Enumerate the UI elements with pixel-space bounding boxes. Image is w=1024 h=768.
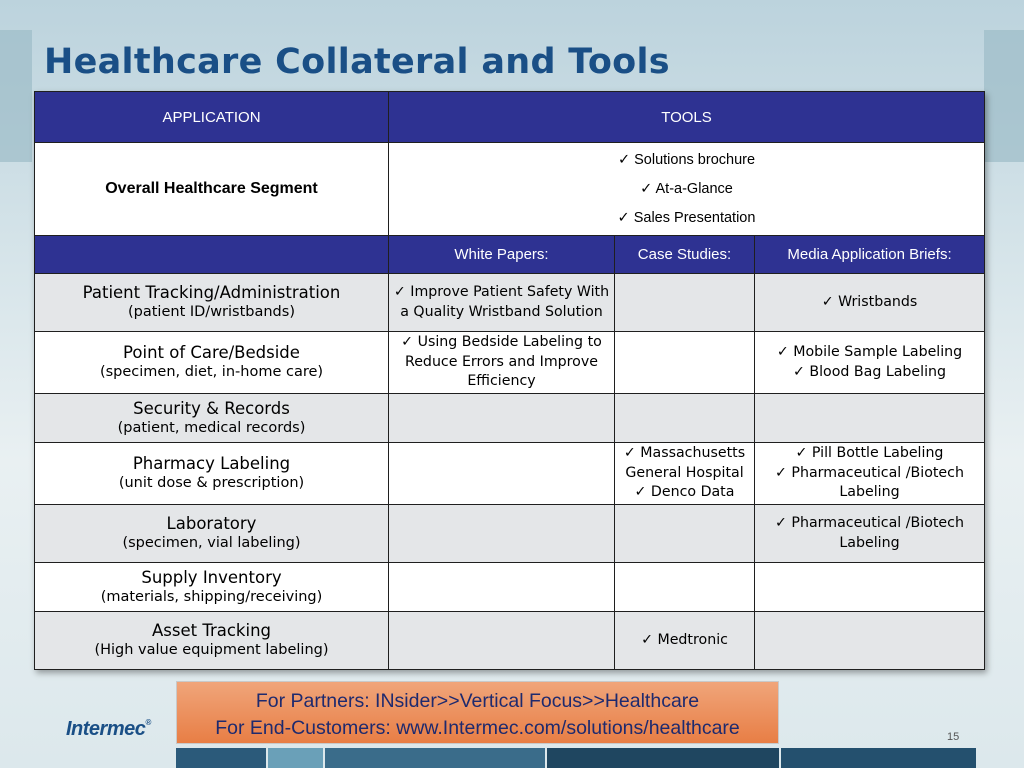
application-subtitle: (materials, shipping/receiving) (100, 588, 323, 605)
logo-text: Intermec (66, 718, 146, 740)
background-band-right (984, 30, 1024, 162)
application-cell (35, 332, 389, 394)
application-cell (35, 443, 389, 505)
decor-stripe (547, 748, 779, 768)
application-cell (35, 612, 389, 670)
application-name: Supply Inventory (141, 567, 282, 587)
table-row (35, 612, 985, 670)
application-cell (35, 394, 389, 443)
media-brief-item: ✓ Pharmaceutical /Biotech Labeling (775, 515, 964, 551)
table-row (35, 505, 985, 563)
logo-registered-mark: ® (145, 718, 151, 727)
case-study-cell (615, 505, 755, 563)
case-study-item: ✓ Denco Data (634, 484, 735, 501)
decor-stripe (176, 748, 266, 768)
application-subtitle: (High value equipment labeling) (94, 642, 329, 658)
subheader-row (35, 236, 985, 274)
application-subtitle: (unit dose & prescription) (118, 475, 305, 491)
white-paper-cell (389, 612, 615, 670)
application-subtitle: (patient, medical records) (117, 419, 306, 436)
table-row (35, 443, 985, 505)
intermec-logo (66, 718, 151, 741)
collateral-table (34, 91, 985, 670)
white-paper-cell (389, 332, 615, 394)
white-paper-cell (389, 274, 615, 332)
table-row (35, 394, 985, 443)
media-brief-cell (755, 563, 985, 612)
header-tools: TOOLS (389, 92, 985, 143)
application-subtitle: (specimen, diet, in-home care) (99, 364, 324, 380)
subheader-blank (35, 236, 389, 274)
application-subtitle: (specimen, vial labeling) (122, 535, 301, 551)
table-header-row (35, 92, 985, 143)
application-cell (35, 274, 389, 332)
media-brief-cell (755, 612, 985, 670)
white-paper-item: ✓ Using Bedside Labeling to Reduce Errors and Improve Efficiency (401, 334, 602, 390)
overall-tool-item: ✓ At-a-Glance (640, 180, 733, 197)
application-name: Pharmacy Labeling (132, 454, 291, 473)
white-paper-cell (389, 394, 615, 443)
footer-links-box (176, 681, 779, 744)
media-brief-item: ✓ Blood Bag Labeling (792, 363, 947, 380)
table-row (35, 563, 985, 612)
overall-row (35, 143, 985, 236)
case-study-cell (615, 274, 755, 332)
media-brief-item: ✓ Pharmaceutical /Biotech Labeling (775, 464, 964, 501)
case-study-cell (615, 612, 755, 670)
media-brief-item: ✓ Mobile Sample Labeling (776, 344, 963, 360)
overall-tools (389, 143, 985, 236)
partners-link[interactable]: For Partners: INsider>>Vertical Focus>>Healthcare (255, 690, 700, 712)
overall-segment-label: Overall Healthcare Segment (35, 143, 389, 236)
decor-stripe (781, 748, 976, 768)
subheader-media-briefs: Media Application Briefs: (755, 236, 985, 274)
media-brief-item: ✓ Pill Bottle Labeling (795, 445, 944, 462)
application-name: Patient Tracking/Administration (82, 283, 341, 302)
case-study-item: ✓ Massachusetts General Hospital (623, 445, 746, 481)
page-number: 15 (947, 731, 960, 743)
header-application: APPLICATION (35, 92, 389, 143)
table-row (35, 274, 985, 332)
table-row (35, 332, 985, 394)
application-cell (35, 505, 389, 563)
media-brief-cell (755, 443, 985, 505)
application-name: Laboratory (166, 514, 257, 533)
overall-tool-item: ✓ Solutions brochure (617, 151, 756, 168)
media-brief-cell (755, 505, 985, 563)
subheader-white-papers: White Papers: (389, 236, 615, 274)
application-name: Point of Care/Bedside (123, 343, 300, 362)
white-paper-cell (389, 563, 615, 612)
overall-tool-item: ✓ Sales Presentation (617, 209, 756, 226)
decor-stripe (268, 748, 323, 768)
decor-stripe (325, 748, 545, 768)
media-brief-cell (755, 274, 985, 332)
white-paper-item: ✓ Improve Patient Safety With a Quality Wristband Solution (393, 284, 610, 320)
slide-title: Healthcare Collateral and Tools (44, 42, 670, 82)
application-name: Asset Tracking (151, 621, 272, 640)
application-name: Security & Records (133, 398, 290, 418)
white-paper-cell (389, 443, 615, 505)
case-study-cell (615, 332, 755, 394)
application-cell (35, 563, 389, 612)
background-band-left (0, 30, 32, 162)
media-brief-cell (755, 394, 985, 443)
white-paper-cell (389, 505, 615, 563)
application-subtitle: (patient ID/wristbands) (128, 304, 295, 320)
case-study-item: ✓ Medtronic (641, 631, 728, 648)
customers-link[interactable]: For End-Customers: www.Intermec.com/solutions/healthcare (215, 717, 740, 739)
media-brief-cell (755, 332, 985, 394)
media-brief-item: ✓ Wristbands (821, 293, 918, 310)
subheader-case-studies: Case Studies: (615, 236, 755, 274)
case-study-cell (615, 394, 755, 443)
case-study-cell (615, 563, 755, 612)
case-study-cell (615, 443, 755, 505)
